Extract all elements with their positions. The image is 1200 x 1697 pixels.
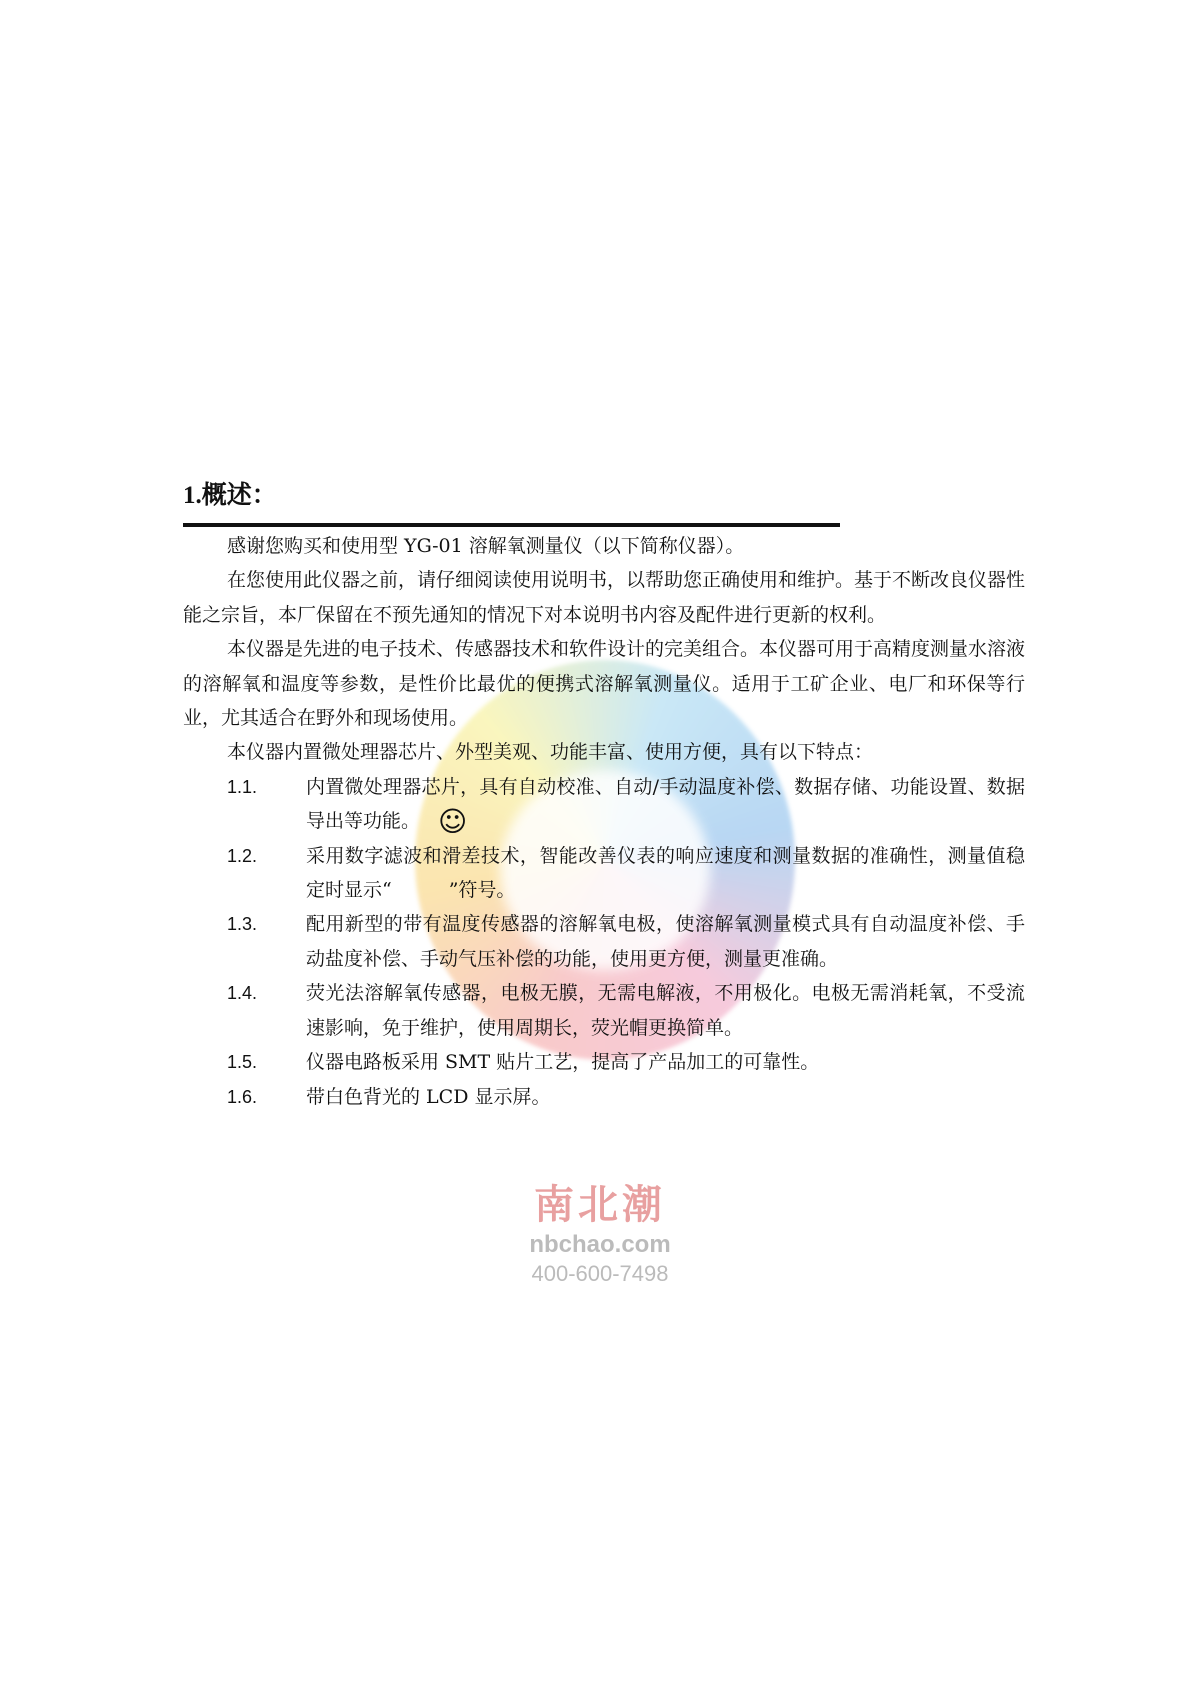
feature-number: 1.1. bbox=[227, 776, 258, 797]
feature-item bbox=[183, 839, 1025, 908]
section-heading: 1.概述： bbox=[183, 482, 277, 509]
paragraph: 感谢您购买和使用型 YG-01 溶解氧测量仪（以下简称仪器）。 bbox=[227, 535, 745, 557]
section-body bbox=[183, 529, 1025, 1114]
paragraph: 本仪器内置微处理器芯片、外型美观、功能丰富、使用方便，具有以下特点： bbox=[227, 741, 874, 764]
feature-text: 仪器电路板采用 SMT 贴片工艺，提高了产品加工的可靠性。 bbox=[306, 1051, 820, 1074]
feature-item bbox=[183, 1045, 1025, 1079]
feature-number: 1.2. bbox=[227, 845, 258, 866]
watermark-name: 南北潮 bbox=[534, 1181, 666, 1228]
feature-item bbox=[183, 907, 1025, 976]
paragraph: 本仪器是先进的电子技术、传感器技术和软件设计的完美组合。本仪器可用于高精度测量水溶液的溶解氧和温度等参数，是性价比最优的便携式溶解氧测量仪。适用于工矿企业、电厂和环保等行业，尤其适合在野外和现场使用。 bbox=[183, 638, 1026, 730]
heading-rule bbox=[183, 523, 840, 527]
feature-text: 内置微处理器芯片，具有自动校准、自动/手动温度补偿、数据存储、功能设置、数据导出等功能。 bbox=[306, 775, 1025, 833]
feature-text-wrap bbox=[306, 770, 1025, 839]
smiley-stable-icon: ☺ bbox=[438, 805, 468, 839]
feature-item bbox=[183, 1080, 1025, 1114]
feature-number: 1.4. bbox=[227, 983, 258, 1004]
feature-text: 带白色背光的 LCD 显示屏。 bbox=[306, 1085, 551, 1108]
feature-text: 荧光法溶解氧传感器，电极无膜，无需电解液，不用极化。电极无需消耗氧，不受流速影响，免于维护，使用周期长，荧光帽更换简单。 bbox=[306, 982, 1025, 1039]
feature-number: 1.3. bbox=[227, 914, 258, 935]
feature-number: 1.6. bbox=[227, 1086, 258, 1107]
watermark-text-block bbox=[0, 1180, 1200, 1288]
watermark-phone: 400-600-7498 bbox=[531, 1261, 669, 1286]
feature-item bbox=[183, 770, 1025, 839]
feature-number: 1.5. bbox=[227, 1052, 258, 1073]
feature-text: 配用新型的带有温度传感器的溶解氧电极，使溶解氧测量模式具有自动温度补偿、手动盐度补偿、手动气压补偿的功能，使用更方便，测量更准确。 bbox=[306, 913, 1025, 970]
feature-item bbox=[183, 976, 1025, 1045]
watermark-url: nbchao.com bbox=[529, 1231, 671, 1258]
paragraph: 在您使用此仪器之前，请仔细阅读使用说明书，以帮助您正确使用和维护。基于不断改良仪器性能之宗旨，本厂保留在不预先通知的情况下对本说明书内容及配件进行更新的权利。 bbox=[183, 569, 1026, 626]
feature-text: 采用数字滤波和滑差技术，智能改善仪表的响应速度和测量数据的准确性，测量值稳定时显示“ ”符号。 bbox=[306, 844, 1025, 902]
